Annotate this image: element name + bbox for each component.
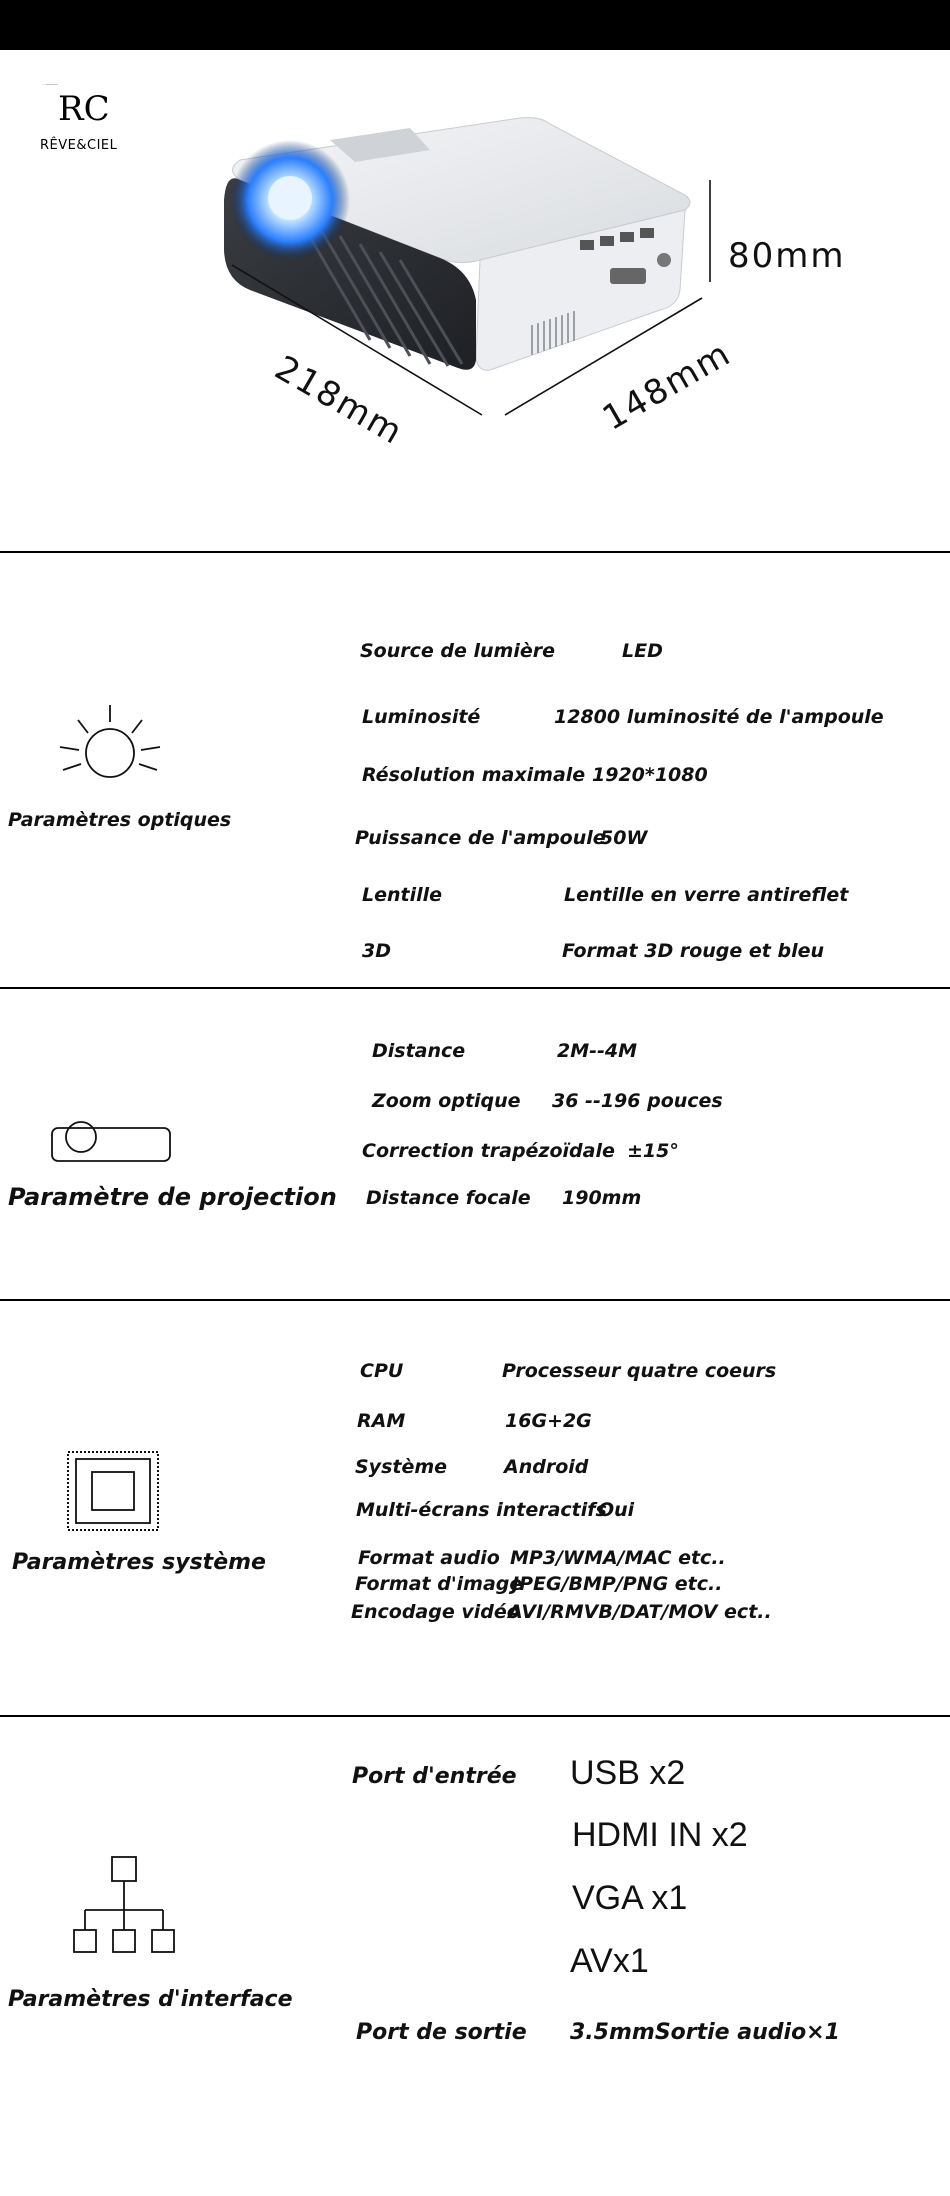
projection-label-3: Correction trapézoïdale bbox=[362, 1140, 615, 1162]
optical-label-4: Puissance de l'ampoule bbox=[355, 827, 606, 849]
input-port-usb: USB x2 bbox=[570, 1754, 686, 1792]
projection-label-1: Distance bbox=[372, 1040, 466, 1062]
interface-section-title: Paramètres d'interface bbox=[8, 1987, 293, 2012]
optical-value-1: LED bbox=[622, 640, 663, 662]
optical-value-2: 12800 luminosité de l'ampoule bbox=[554, 706, 884, 728]
brand-logo-mark: RC bbox=[58, 89, 110, 129]
width-dimension: 218mm bbox=[268, 348, 411, 454]
projection-value-4: 190mm bbox=[562, 1187, 642, 1209]
system-section-title: Paramètres système bbox=[12, 1550, 266, 1575]
system-value-6: JPEG/BMP/PNG etc.. bbox=[512, 1573, 723, 1595]
system-value-2: 16G+2G bbox=[505, 1410, 592, 1432]
section-divider bbox=[0, 987, 950, 989]
system-label-1: CPU bbox=[360, 1360, 404, 1382]
projector-icon bbox=[50, 1120, 175, 1165]
chip-icon bbox=[66, 1450, 162, 1534]
projection-value-2: 36 --196 pouces bbox=[552, 1090, 723, 1112]
brand-logo-name: RÊVE&CIEL bbox=[40, 138, 118, 153]
input-port-label: Port d'entrée bbox=[352, 1764, 517, 1789]
input-port-hdmi: HDMI IN x2 bbox=[572, 1816, 748, 1854]
height-dimension: 80mm bbox=[728, 236, 846, 276]
projection-value-1: 2M--4M bbox=[557, 1040, 638, 1062]
system-value-1: Processeur quatre coeurs bbox=[502, 1360, 777, 1382]
optical-label-3: Résolution maximale bbox=[362, 764, 586, 786]
section-divider bbox=[0, 1299, 950, 1301]
network-icon bbox=[72, 1855, 184, 1970]
system-label-3: Système bbox=[355, 1456, 448, 1478]
optical-label-2: Luminosité bbox=[362, 706, 481, 728]
projection-section-title: Paramètre de projection bbox=[8, 1183, 337, 1211]
logo-tagline: · —— bbox=[42, 82, 58, 88]
projection-label-4: Distance focale bbox=[366, 1187, 531, 1209]
optical-label-6: 3D bbox=[362, 940, 391, 962]
optical-section-title: Paramètres optiques bbox=[8, 809, 232, 831]
system-label-7: Encodage vidéo bbox=[351, 1601, 520, 1623]
system-value-3: Android bbox=[504, 1456, 589, 1478]
dimension-lines bbox=[0, 0, 950, 440]
system-label-5: Format audio bbox=[358, 1547, 500, 1569]
projection-label-2: Zoom optique bbox=[372, 1090, 521, 1112]
input-port-vga: VGA x1 bbox=[572, 1879, 688, 1917]
optical-value-6: Format 3D rouge et bleu bbox=[562, 940, 825, 962]
projection-value-3: ±15° bbox=[627, 1140, 679, 1162]
output-port-value: 3.5mmSortie audio×1 bbox=[570, 2020, 840, 2045]
system-label-2: RAM bbox=[357, 1410, 406, 1432]
optical-value-3: 1920*1080 bbox=[592, 764, 708, 786]
optical-value-4: 50W bbox=[600, 827, 648, 849]
input-port-av: AVx1 bbox=[570, 1942, 649, 1980]
depth-dimension: 148mm bbox=[596, 333, 739, 439]
output-port-label: Port de sortie bbox=[356, 2020, 527, 2045]
sun-icon bbox=[55, 700, 165, 790]
optical-label-5: Lentille bbox=[362, 884, 443, 906]
system-label-4: Multi-écrans interactifs bbox=[356, 1499, 607, 1521]
system-value-4: Oui bbox=[598, 1499, 635, 1521]
section-divider bbox=[0, 1715, 950, 1717]
optical-value-5: Lentille en verre antireflet bbox=[564, 884, 849, 906]
optical-label-1: Source de lumière bbox=[360, 640, 555, 662]
system-label-6: Format d'image bbox=[355, 1573, 523, 1595]
system-value-7: AVI/RMVB/DAT/MOV ect.. bbox=[508, 1601, 772, 1623]
section-divider bbox=[0, 551, 950, 553]
system-value-5: MP3/WMA/MAC etc.. bbox=[510, 1547, 726, 1569]
